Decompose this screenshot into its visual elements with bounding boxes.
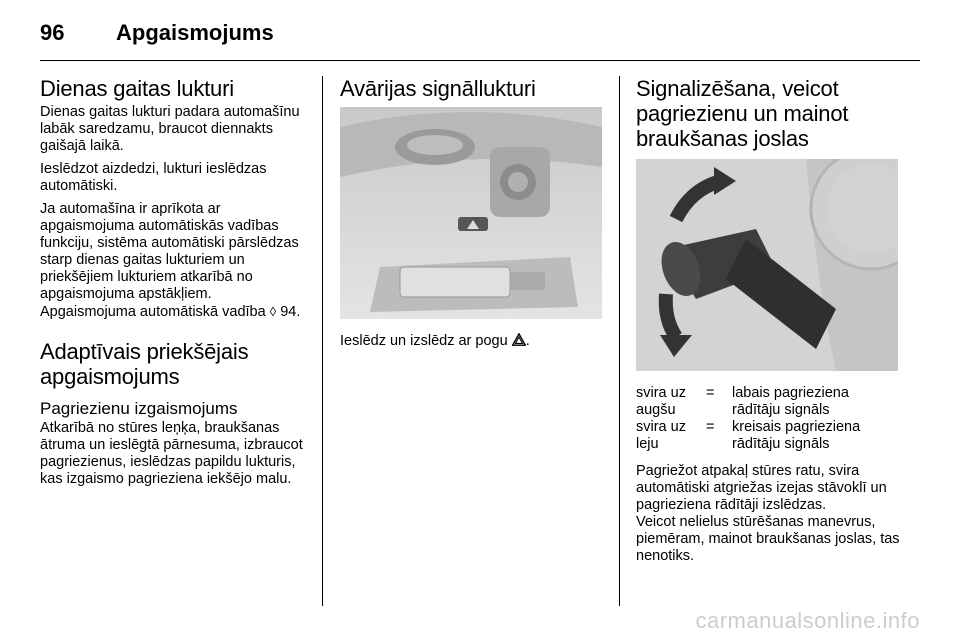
column-2 — [340, 76, 602, 356]
table-row — [636, 385, 898, 419]
drl-paragraph-3 — [40, 201, 308, 321]
column-3 — [636, 76, 906, 571]
def-desc: labais pagrieziena rādītāju signāls — [732, 385, 849, 418]
adaptive-lighting-heading: Adaptīvais priekšējais apgaismojums — [40, 339, 249, 389]
turn-signal-lever-illustration — [636, 159, 898, 371]
turn-signal-paragraph-1-text: Pagriežot atpakaļ stūres ratu, svira automātiski atgriežas izejas stāvoklī un pagrieziena rādītāji izslēdzas. — [636, 463, 887, 513]
def-equals: = — [706, 419, 715, 435]
hazard-switch-illustration — [340, 107, 602, 319]
daytime-running-lights-heading: Dienas gaitas lukturi — [40, 76, 234, 101]
hazard-switch-photo — [340, 107, 602, 319]
hazard-caption — [340, 333, 602, 350]
cornering-light-paragraph: Atkarībā no stūres leņķa, braukšanas ātruma un ieslēgtā pārnesuma, izbraucot pagriezienus, ieslēdzas papildu lukturis, kas izgaismo pagrieziena iekšējo malu. — [40, 420, 303, 487]
def-term: svira uz leju — [636, 419, 686, 452]
turn-signal-lever-photo — [636, 159, 898, 371]
table-row — [636, 419, 898, 453]
def-term: svira uz augšu — [636, 385, 686, 418]
drl-paragraph-1: Dienas gaitas lukturi padara automašīnu labāk saredzamu, braucot diennakts gaišajā laikā. — [40, 104, 300, 154]
column-divider-1 — [322, 76, 323, 606]
column-divider-2 — [619, 76, 620, 606]
drl-paragraph-3-text: Ja automašīna ir aprīkota ar apgaismojuma automātiskās vadības funkciju, sistēma automātiski pārslēdzas starp dienas gaitas lukturiem un priekšējiem lukturiem atkarībā no apgaismojuma apstākļiem. Apgaismojuma automātiskā vadība — [40, 201, 299, 320]
chapter-title: Apgaismojums — [116, 20, 274, 45]
def-equals: = — [706, 385, 715, 401]
turn-signal-paragraph-2-text: Veicot nelielus stūrēšanas manevrus, piemēram, mainot braukšanas joslas, tas nenotiks. — [636, 514, 900, 564]
header-rule — [40, 60, 920, 61]
hazard-lights-heading: Avārijas signāllukturi — [340, 76, 536, 101]
reference-arrow-icon: ◊ — [269, 304, 277, 319]
hazard-triangle-icon — [512, 333, 526, 346]
cornering-light-subheading: Pagriezienu izgaismojums — [40, 399, 238, 418]
page-number: 96 — [40, 20, 65, 45]
column-1 — [40, 76, 308, 494]
drl-paragraph-2: Ieslēdzot aizdedzi, lukturi ieslēdzas automātiski. — [40, 161, 267, 194]
hazard-caption-end: . — [525, 333, 530, 349]
drl-reference-page[interactable]: 94. — [280, 304, 301, 320]
page-header — [40, 16, 920, 56]
turn-signal-paragraph-1 — [636, 463, 906, 565]
turn-signals-heading: Signalizēšana, veicot pagriezienu un mainot braukšanas joslas — [636, 76, 849, 151]
lever-definitions-table — [636, 385, 898, 453]
watermark: carmanualsonline.info — [695, 608, 920, 633]
def-desc: kreisais pagrieziena rādītāju signāls — [732, 419, 861, 452]
hazard-caption-text: Ieslēdz un izslēdz ar pogu — [340, 333, 508, 349]
